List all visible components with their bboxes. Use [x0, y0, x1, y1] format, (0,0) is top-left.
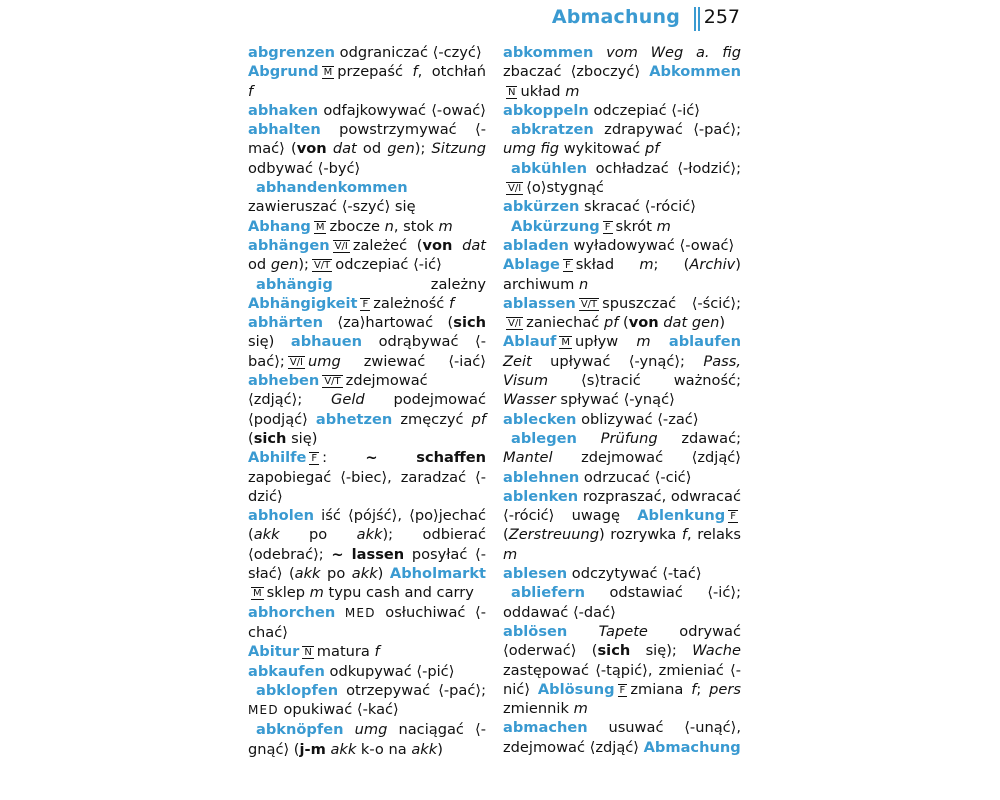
- headword: Abhang: [248, 217, 311, 235]
- italic-text: umg: [308, 352, 341, 370]
- text-run: , stok: [393, 217, 439, 235]
- dictionary-entry: [503, 120, 741, 159]
- headword: ablösen: [503, 622, 568, 640]
- bold-text: j-m: [299, 740, 326, 758]
- dictionary-entry: [503, 487, 741, 564]
- sub-headword: abklopfen: [256, 681, 339, 699]
- dictionary-entry: [503, 622, 741, 718]
- text-run: zmiennik: [503, 700, 574, 718]
- italic-text: f: [412, 63, 418, 81]
- text-run: (: [248, 429, 254, 447]
- italic-text: pf: [471, 410, 486, 428]
- text-run: [335, 604, 345, 621]
- italic-text: f: [691, 680, 697, 698]
- italic-text: m: [656, 217, 671, 235]
- text-run: iść ⟨pójść⟩, ⟨po⟩jechać (: [248, 507, 486, 544]
- headword: abhorchen: [248, 603, 336, 621]
- text-run: zbaczać ⟨zboczyć⟩: [503, 63, 650, 81]
- text-run: się): [248, 333, 291, 351]
- italic-text: m: [309, 584, 324, 602]
- text-run: przepaść: [337, 63, 413, 81]
- dictionary-entry: [248, 236, 486, 275]
- text-run: zdawać;: [657, 429, 742, 447]
- dictionary-entry: [503, 429, 741, 487]
- italic-text: akk: [294, 565, 321, 583]
- text-run: );: [298, 256, 309, 274]
- label-text: MED: [344, 605, 376, 620]
- headword: abgrenzen: [248, 44, 336, 61]
- grammar-box: M: [253, 588, 262, 600]
- italic-text: pers: [709, 680, 741, 698]
- bold-text: sich: [253, 429, 287, 447]
- headword: abhalten: [248, 121, 321, 139]
- text-run: sklep: [266, 584, 310, 602]
- text-run: podejmować ⟨podjąć⟩: [248, 391, 486, 428]
- text-run: [344, 721, 355, 738]
- headword: abheben: [248, 372, 320, 390]
- dictionary-entry: [503, 197, 741, 216]
- text-run: ochładzać ⟨-łodzić⟩;: [587, 159, 741, 177]
- text-run: usuwać ⟨-unąć⟩, zdejmować ⟨zdjąć⟩: [503, 719, 741, 756]
- text-run: się);: [630, 642, 693, 660]
- italic-text: akk: [356, 526, 383, 544]
- headword: abholen: [248, 507, 314, 525]
- text-run: ⟨s⟩tracić ważność;: [548, 372, 741, 390]
- headword: abkaufen: [248, 662, 325, 680]
- text-run: , otchłań: [417, 63, 487, 81]
- headword: ablehnen: [503, 468, 580, 486]
- text-run: się): [286, 429, 318, 447]
- text-run: wykitować: [559, 140, 645, 158]
- italic-text: m: [636, 333, 651, 351]
- dictionary-entry: [248, 448, 486, 506]
- dictionary-entry: [248, 275, 486, 314]
- grammar-box: V/T: [580, 298, 598, 310]
- text-run: , relaks: [687, 526, 741, 544]
- grammar-box: V/I: [334, 240, 348, 252]
- headword: ablecken: [503, 410, 577, 428]
- text-run: ): [437, 740, 443, 758]
- grammar-box: F: [362, 298, 369, 310]
- text-run: otrzepywać ⟨-pać⟩;: [338, 681, 486, 699]
- bold-text: von: [628, 314, 659, 332]
- text-run: zaniechać: [526, 314, 604, 332]
- italic-text: m: [573, 700, 588, 718]
- headword: ablaufen: [668, 333, 742, 351]
- text-run: zbocze: [329, 217, 385, 235]
- text-run: k-o na: [356, 740, 412, 758]
- headword: Ablösung: [537, 680, 615, 698]
- grammar-box: M: [315, 221, 325, 233]
- headword: abkoppeln: [503, 101, 589, 119]
- right-column: [503, 43, 741, 757]
- italic-text: Geld: [331, 391, 365, 409]
- text-run: zdejmować ⟨zdjąć⟩: [552, 449, 741, 467]
- dictionary-entry: [248, 217, 486, 236]
- page-number: 257: [703, 6, 740, 28]
- text-run: ⟨za⟩hartować (: [323, 314, 454, 332]
- dictionary-entry: [248, 43, 486, 62]
- headword: abmachen: [503, 719, 588, 737]
- headword: abkommen: [503, 44, 594, 61]
- text-run: odczepiać ⟨-ić⟩: [588, 101, 700, 119]
- dictionary-entry: [503, 236, 741, 255]
- text-run: upływać ⟨-ynąć⟩;: [531, 352, 704, 370]
- text-run: oblizywać ⟨-zać⟩: [576, 410, 699, 428]
- text-run: rozpraszać, odwracać ⟨-rócić⟩ uwagę: [503, 487, 741, 525]
- text-run: zależność: [373, 294, 449, 312]
- italic-text: gen: [387, 140, 415, 158]
- headword: ablenken: [503, 487, 579, 505]
- dictionary-entry: [248, 62, 486, 101]
- bold-text: sich: [597, 642, 631, 660]
- text-run: zmęczyć: [392, 410, 472, 428]
- text-run: ; (: [653, 256, 690, 274]
- dictionary-entry: [248, 720, 486, 759]
- headword: Abkommen: [649, 63, 741, 81]
- dictionary-entry: [503, 217, 741, 236]
- dictionary-entry: [503, 294, 741, 333]
- dictionary-entry: [248, 178, 486, 217]
- text-run: odrzucać ⟨-cić⟩: [579, 468, 692, 486]
- dictionary-entry: [503, 564, 741, 583]
- grammar-box: F: [564, 260, 571, 272]
- bold-text: von: [422, 236, 453, 254]
- header-double-bar: [694, 7, 700, 31]
- text-run: odczytywać ⟨-tać⟩: [567, 565, 702, 583]
- dictionary-entry: [503, 43, 741, 101]
- italic-text: f: [374, 643, 380, 661]
- headword: abhetzen: [315, 410, 393, 428]
- text-run: ) rozrywka: [599, 526, 682, 544]
- text-run: [452, 237, 462, 254]
- headword: Abitur: [248, 643, 300, 661]
- bold-text: ~ schaffen: [365, 449, 486, 467]
- sub-headword: abhandenkommen: [256, 179, 408, 197]
- italic-text: Wache: [692, 642, 741, 660]
- text-run: zmiana: [630, 680, 692, 698]
- italic-text: m: [565, 82, 580, 100]
- sub-headword: abkühlen: [511, 159, 588, 177]
- dictionary-entry: [248, 506, 486, 602]
- sub-headword: abhängig: [256, 275, 333, 293]
- text-run: zastępować ⟨-tąpić⟩, zmieniać ⟨-nić⟩: [503, 661, 741, 698]
- italic-text: Sitzung: [431, 140, 486, 158]
- italic-text: akk: [253, 526, 280, 544]
- text-run: odrywać ⟨oderwać⟩ (: [503, 622, 741, 660]
- italic-text: dat: [332, 140, 357, 158]
- italic-text: Pass, Visum: [503, 352, 741, 390]
- dictionary-entry: [503, 718, 741, 757]
- grammar-box: V/T: [324, 376, 341, 388]
- text-run: od: [248, 256, 271, 274]
- headword: Abmachung: [643, 738, 741, 756]
- italic-text: umg fig: [503, 140, 560, 158]
- headword: ablesen: [503, 565, 568, 583]
- italic-text: dat gen: [663, 314, 720, 332]
- text-run: zapobiegać ⟨-biec⟩, zaradzać ⟨-dzić⟩: [248, 468, 486, 505]
- text-run: odczepiać ⟨-ić⟩: [335, 256, 442, 274]
- italic-text: Prüfung: [600, 429, 658, 447]
- grammar-box: F: [730, 511, 736, 523]
- dictionary-entry: [503, 583, 741, 622]
- text-run: odgraniczać ⟨-czyć⟩: [335, 44, 482, 61]
- headword: abhaken: [248, 101, 319, 119]
- italic-text: m: [639, 256, 654, 274]
- text-run: (: [503, 526, 509, 544]
- italic-text: Zerstreuung: [508, 526, 599, 544]
- grammar-box: V/I: [289, 356, 304, 368]
- text-run: osłuchiwać ⟨-chać⟩: [248, 603, 487, 641]
- dictionary-entry: [248, 603, 486, 643]
- text-run: :: [322, 449, 366, 467]
- dictionary-entry: [248, 681, 486, 721]
- grammar-box: F: [311, 453, 318, 465]
- italic-text: Tapete: [598, 622, 648, 640]
- dictionary-entry: [248, 642, 486, 661]
- text-run: ⟨o⟩stygnąć: [526, 179, 604, 197]
- sub-headword: ablegen: [511, 429, 577, 447]
- italic-text: m: [503, 545, 518, 563]
- text-run: [577, 430, 601, 447]
- text-run: [651, 333, 669, 350]
- text-run: zależeć (: [352, 236, 423, 254]
- headword: Ablenkung: [637, 507, 726, 525]
- label-text: MED: [248, 703, 279, 718]
- grammar-box: V/I: [508, 183, 522, 195]
- text-run: matura: [316, 643, 375, 661]
- text-run: posyłać ⟨-słać⟩ (: [248, 545, 486, 583]
- grammar-box: M: [561, 337, 570, 349]
- grammar-box: M: [323, 67, 333, 79]
- text-run: skład: [575, 256, 640, 274]
- grammar-box: N: [508, 86, 516, 98]
- text-run: naciągać ⟨-gnąć⟩ (: [248, 721, 486, 758]
- dictionary-entry: [503, 101, 741, 120]
- text-run: ) archiwum: [503, 256, 741, 293]
- bold-text: ~ lassen: [331, 545, 405, 563]
- headword: abkürzen: [503, 198, 580, 216]
- headword: abladen: [503, 236, 569, 254]
- headword: Abgrund: [248, 63, 319, 81]
- text-run: spływać ⟨-ynąć⟩: [555, 391, 675, 409]
- italic-text: pf: [603, 314, 619, 332]
- text-run: powstrzymywać ⟨-mać⟩ (: [248, 121, 486, 158]
- bold-text: sich: [453, 314, 486, 332]
- italic-text: akk: [411, 740, 438, 758]
- sub-headword: abknöpfen: [256, 721, 344, 739]
- headword: Abholmarkt: [389, 565, 486, 583]
- headword: Abhängigkeit: [248, 294, 358, 312]
- italic-text: akk: [351, 565, 378, 583]
- bold-text: von: [296, 140, 327, 158]
- text-run: [567, 623, 598, 640]
- sub-headword: abliefern: [511, 584, 586, 602]
- grammar-box: N: [304, 647, 312, 659]
- text-run: skracać ⟨-rócić⟩: [579, 198, 697, 216]
- italic-text: Mantel: [503, 449, 553, 467]
- italic-text: Archiv: [689, 256, 736, 274]
- header-guide-word: Abmachung: [551, 6, 680, 28]
- italic-text: f: [448, 294, 455, 312]
- text-run: po: [320, 565, 352, 583]
- text-run: upływ: [574, 333, 637, 351]
- dictionary-entry: [503, 410, 741, 429]
- text-run: zawieruszać ⟨-szyć⟩ się: [248, 198, 416, 216]
- italic-text: Zeit: [503, 352, 532, 370]
- italic-text: f: [681, 526, 688, 544]
- headword: abhängen: [248, 236, 330, 254]
- italic-text: pf: [644, 140, 660, 158]
- page-header: [0, 6, 740, 36]
- text-run: skrót: [615, 217, 657, 235]
- text-run: opukiwać ⟨-kać⟩: [278, 701, 399, 719]
- dictionary-entry: [248, 662, 486, 681]
- dictionary-entry: [248, 313, 486, 448]
- text-run: [593, 44, 606, 61]
- grammar-box: F: [619, 684, 626, 696]
- sub-headword: abkratzen: [511, 121, 594, 139]
- text-run: od: [356, 140, 388, 158]
- grammar-box: F: [604, 221, 611, 233]
- text-run: ): [719, 314, 726, 332]
- dictionary-entry: [503, 255, 741, 294]
- text-run: typu cash and carry: [323, 584, 474, 602]
- italic-text: f: [248, 82, 254, 100]
- text-run: ;: [696, 680, 710, 698]
- text-run: odstawiać ⟨-ić⟩; oddawać ⟨-dać⟩: [503, 584, 741, 621]
- dictionary-entry: [248, 101, 486, 178]
- text-run: układ: [520, 82, 566, 100]
- italic-text: n: [384, 217, 394, 235]
- text-run: odbywać ⟨-być⟩: [248, 159, 361, 177]
- italic-text: Wasser: [503, 391, 556, 409]
- text-run: ): [377, 565, 390, 583]
- text-run: ); odbierać ⟨odebrać⟩;: [248, 526, 486, 563]
- italic-text: m: [438, 217, 453, 235]
- text-run: zdrapywać ⟨-pać⟩;: [593, 121, 741, 139]
- headword: abhauen: [290, 333, 363, 351]
- grammar-box: V/T: [313, 260, 331, 272]
- sub-headword: Abkürzung: [511, 217, 600, 235]
- text-run: wyładowywać ⟨-ować⟩: [568, 236, 735, 254]
- dictionary-entry: [503, 332, 741, 409]
- dictionary-entry: [503, 159, 741, 198]
- headword: ablassen: [503, 294, 576, 312]
- grammar-box: V/I: [508, 318, 522, 330]
- italic-text: vom Weg a. fig: [606, 44, 741, 61]
- italic-text: umg: [354, 721, 388, 739]
- left-column: [248, 43, 486, 759]
- text-run: po: [279, 526, 357, 544]
- italic-text: n: [579, 275, 589, 293]
- text-run: );: [414, 140, 432, 158]
- text-run: zdejmować ⟨zdjąć⟩;: [248, 372, 428, 409]
- italic-text: dat: [462, 236, 486, 254]
- headword: Abhilfe: [248, 449, 307, 467]
- text-run: zależny: [332, 275, 486, 293]
- italic-text: gen: [270, 256, 299, 274]
- text-run: zwiewać ⟨-iać⟩: [340, 352, 486, 370]
- text-run: (: [618, 314, 629, 332]
- headword: Ablauf: [503, 333, 557, 351]
- text-run: odfajkowywać ⟨-ować⟩: [318, 101, 486, 119]
- text-run: odrąbywać ⟨-bać⟩;: [248, 333, 486, 370]
- headword: Ablage: [503, 256, 560, 274]
- text-run: spuszczać ⟨-ścić⟩;: [602, 294, 741, 312]
- headword: abhärten: [248, 314, 323, 332]
- text-run: odkupywać ⟨-pić⟩: [324, 662, 455, 680]
- italic-text: akk: [330, 740, 357, 758]
